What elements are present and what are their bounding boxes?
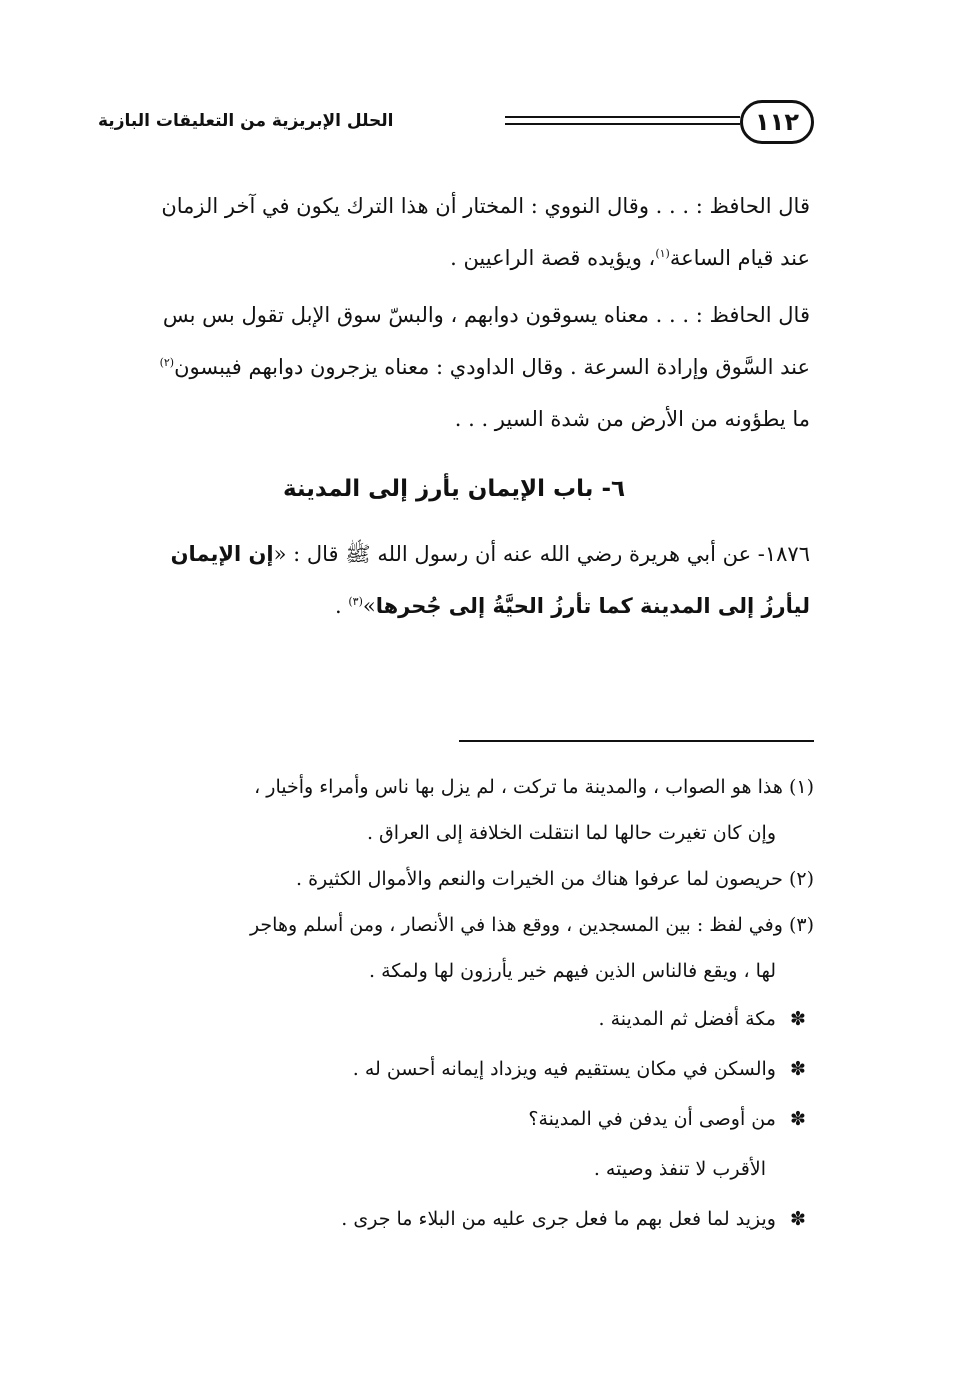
footnote-number: (٢) [788, 868, 814, 890]
footnote-ref[interactable]: (٢) [159, 356, 175, 369]
hadith-text: إن الإيمان [170, 542, 274, 566]
bullet-text: ويزيد لما فعل بهم ما فعل جرى عليه من البلاء ما جرى . [341, 1208, 776, 1230]
bullet-item [98, 1094, 814, 1194]
footnote-number: (٣) [788, 914, 814, 936]
hadith [98, 528, 810, 632]
footnote [98, 764, 814, 856]
text-line: ، ويؤيده قصة الراعيين . [450, 246, 656, 270]
hadith-close: » [362, 594, 376, 618]
header-rule [505, 116, 740, 118]
asterisk-icon: ✽ [790, 1008, 806, 1030]
hadith-text: ليأرزُ إلى المدينة كما تأرزُ الحيَّةُ إلى جُحرها [375, 594, 810, 618]
asterisk-icon: ✽ [790, 1108, 806, 1130]
bullet-text: والسكن في مكان يستقيم فيه ويزداد إيمانه أحسن له . [352, 1058, 776, 1080]
paragraph [98, 180, 810, 284]
footnote-number: (١) [788, 776, 814, 798]
asterisk-icon: ✽ [790, 1058, 806, 1080]
page-number: ١١٢ [740, 100, 814, 144]
footnote-ref[interactable]: (١) [655, 247, 670, 260]
bullet-item [98, 1194, 814, 1244]
hadith-intro: ١٨٧٦- عن أبي هريرة رضي الله عنه أن رسول الله ﷺ قال : « [273, 542, 810, 566]
footnote-separator [459, 740, 814, 742]
paragraph [98, 289, 810, 445]
bullet-text: الأقرب لا تنفذ وصيته . [593, 1158, 766, 1180]
footnote-text: هذا هو الصواب ، والمدينة ما تركت ، لم يزل بها ناس وأمراء وأخيار ، [254, 776, 783, 798]
footnote-text: لها ، ويقع فالناس الذين فيهم خير يأرزون لها ولمكة . [369, 960, 776, 982]
text-line: عند قيام الساعة [669, 246, 810, 270]
text-line: قال الحافظ : . . . معناه يسوقون دوابهم ، والبسّ سوق الإبل تقول بس بس [162, 303, 810, 327]
text-line: قال الحافظ : . . . وقال النووي : المختار أن هذا الترك يكون في آخر الزمان [161, 194, 810, 218]
footnote [98, 856, 814, 902]
hadith-end: . [334, 594, 349, 618]
footnote-text: وإن كان تغيرت حالها لما انتقلت الخلافة إلى العراق . [366, 822, 776, 844]
footnote-text: وفي لفظ : بين المسجدين ، ووقع هذا في الأنصار ، ومن أسلم وهاجر [249, 914, 783, 936]
bullet-item [98, 994, 814, 1044]
text-line: ما يطؤونه من الأرض من شدة السير . . . [454, 407, 810, 431]
bullet-text: من أوصى أن يدفن في المدينة؟ [528, 1108, 776, 1130]
asterisk-icon: ✽ [790, 1208, 806, 1230]
section-heading: ٦- باب الإيمان يأرز إلى المدينة [282, 476, 626, 502]
running-title: الحلل الإبريزية من التعليقات البازية [98, 111, 394, 131]
page-header [98, 100, 814, 148]
text-line: عند السَّوق وإرادة السرعة . وقال الداودي : معناه يزجرون دوابهم فيبسون [174, 355, 810, 379]
footnote [98, 902, 814, 994]
bullet-item [98, 1044, 814, 1094]
footnote-text: حريصون لما عرفوا هناك من الخيرات والنعم والأموال الكثيرة . [295, 868, 783, 890]
bullet-text: مكة أفضل ثم المدينة . [598, 1008, 776, 1030]
footnotes [98, 764, 814, 1244]
header-rule [505, 123, 740, 125]
footnote-ref[interactable]: (٣) [348, 595, 363, 608]
